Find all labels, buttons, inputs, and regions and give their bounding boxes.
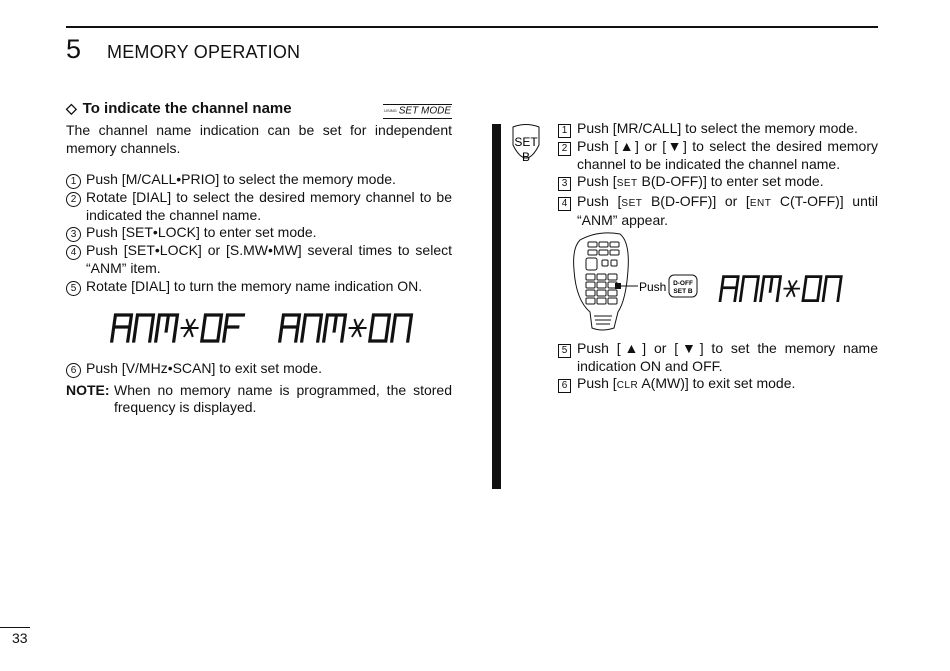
step-text-part: Push [ — [577, 375, 617, 392]
set-key-line2: B — [521, 150, 531, 164]
note — [66, 382, 452, 417]
list-item — [558, 120, 878, 138]
mode-tag-prefix: USING — [384, 108, 397, 113]
set-b-key-icon — [510, 123, 542, 168]
list-item — [558, 173, 878, 193]
lcd-display-illustration — [66, 296, 452, 360]
list-item — [66, 278, 452, 296]
step-text-part: Push [ — [577, 173, 617, 190]
page-number: 33 — [12, 630, 28, 646]
key-label: CLR — [616, 380, 639, 392]
step-text: Push [▲] or [▼] to select the desired memory channel to be indicated the channel name. — [577, 138, 878, 172]
chapter-number: 5 — [66, 34, 82, 64]
set-key-line1: SET — [514, 135, 538, 149]
key-top-label: D-OFF — [673, 279, 693, 287]
list-item — [558, 340, 878, 375]
step-text: Push [M/CALL•PRIO] to select the memory mode. — [86, 171, 396, 188]
step-text — [577, 375, 878, 395]
step-number: 2 — [558, 142, 571, 156]
list-item — [66, 242, 452, 277]
step-number: 5 — [66, 281, 81, 296]
key-label: SET — [621, 197, 643, 209]
step-text-part: B(D-OFF)] or [ — [642, 192, 750, 209]
diamond-icon: ◇ — [66, 100, 77, 116]
section-title: To indicate the channel name — [82, 100, 292, 117]
step-number: 6 — [66, 363, 81, 378]
footer-rule — [0, 627, 30, 628]
figure-lcd-text: ANM ON — [724, 329, 728, 331]
step-text: Rotate [DIAL] to turn the memory name indication ON. — [86, 277, 423, 294]
step-text — [577, 193, 878, 230]
note-label: NOTE: — [66, 381, 110, 398]
step-number: 3 — [66, 227, 81, 242]
lcd-on-text: ANM ON — [284, 353, 288, 355]
list-item — [558, 193, 878, 230]
step-text — [577, 173, 878, 193]
note-text: When no memory name is programmed, the stored frequency is displayed. — [114, 381, 452, 416]
mode-tag-label: SET MODE — [398, 105, 451, 117]
step-text-part: A(MW)] to exit set mode. — [638, 375, 796, 392]
step-text: Push [SET•LOCK] or [S.MW•MW] several times to select “ANM” item. — [86, 242, 452, 276]
list-item — [558, 138, 878, 173]
mode-tag — [383, 104, 452, 119]
step-text-part: B(D-OFF)] to enter set mode. — [637, 173, 824, 190]
lcd-examples — [66, 296, 452, 360]
step-text-part: Push [ — [577, 192, 622, 209]
step-number: 3 — [558, 177, 571, 191]
list-item — [66, 171, 452, 189]
step-number: 2 — [66, 192, 81, 207]
microphone-figure — [558, 230, 878, 340]
step-text: Rotate [DIAL] to select the desired memory channel to be indicated the channel name. — [86, 189, 452, 223]
section-bar — [492, 124, 501, 489]
chapter-title: MEMORY OPERATION — [107, 42, 301, 62]
key-label: ENT — [749, 197, 772, 209]
list-item — [66, 189, 452, 224]
step-text: Push [SET•LOCK] to enter set mode. — [86, 224, 317, 241]
section-intro: The channel name indication can be set for independent memory channels. — [66, 122, 452, 156]
step-number: 4 — [66, 245, 81, 260]
step-number: 6 — [558, 379, 571, 393]
right-column — [558, 120, 878, 395]
left-column — [66, 100, 452, 417]
step-number: 1 — [66, 174, 81, 189]
section-heading — [66, 100, 452, 122]
step-number: 4 — [558, 197, 571, 211]
step-number: 1 — [558, 124, 571, 138]
push-label: Push — [639, 279, 667, 294]
list-item — [66, 224, 452, 242]
step-text-part: C(T-OFF)] until “ANM” appear. — [577, 192, 878, 229]
list-item — [66, 360, 452, 378]
step-number: 5 — [558, 344, 571, 358]
microphone-illustration — [558, 230, 878, 340]
list-item — [558, 375, 878, 395]
step-text: Push [V/MHz•SCAN] to exit set mode. — [86, 359, 322, 376]
step-text: Push [▲] or [▼] to set the memory name indication ON and OFF. — [577, 339, 878, 374]
lcd-off-text: ANM OF — [116, 353, 120, 355]
key-label: SET — [616, 178, 638, 190]
step-text: Push [MR/CALL] to select the memory mode. — [577, 120, 858, 136]
key-bottom-label: SET B — [673, 287, 693, 295]
header-rule — [66, 26, 878, 28]
